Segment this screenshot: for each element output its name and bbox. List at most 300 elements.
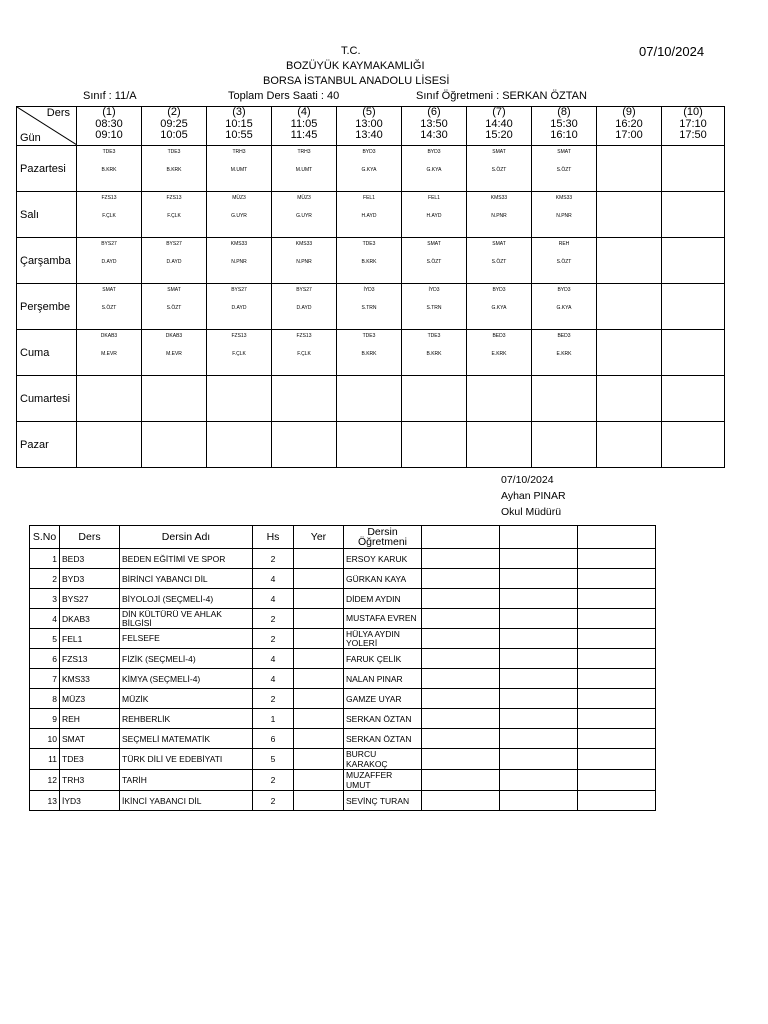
period-number: (6) (427, 106, 441, 118)
row-number: 8 (30, 689, 60, 709)
lesson-row (30, 609, 656, 629)
schedule-cell (532, 284, 597, 330)
row-hours: 5 (253, 749, 294, 770)
row-room (294, 649, 344, 669)
period-start: 13:00 (355, 117, 383, 130)
cell-lesson-code: DKAB3 (165, 333, 183, 339)
row-blank (578, 770, 656, 791)
schedule-cell (77, 330, 142, 376)
row-hours: 2 (253, 629, 294, 649)
cell-teacher-code: E.KRK (556, 351, 572, 357)
schedule-cell (402, 376, 467, 422)
row-lesson-code: BYS27 (60, 589, 120, 609)
row-room (294, 629, 344, 649)
cell-lesson-code: KMS33 (295, 241, 313, 247)
row-blank (578, 569, 656, 589)
lesson-row (30, 749, 656, 770)
col-header-no: S.No (30, 526, 60, 549)
period-end: 17:50 (679, 129, 707, 141)
schedule-cell (402, 330, 467, 376)
cell-lesson-code: TDE3 (167, 149, 181, 155)
schedule-cell (662, 422, 725, 468)
schedule-cell (467, 146, 532, 192)
lesson-row (30, 549, 656, 569)
cell-lesson-code: FEL1 (363, 195, 375, 201)
cell-lesson-code: FZS13 (166, 195, 182, 201)
period-start: 09:25 (160, 117, 188, 130)
row-blank (422, 589, 500, 609)
period-number: (7) (492, 106, 506, 118)
row-blank (422, 709, 500, 729)
row-blank (578, 669, 656, 689)
cell-lesson-code: FZS13 (296, 333, 312, 339)
row-teacher: HÜLYA AYDIN YOLERİ (344, 629, 422, 649)
schedule-day-row (17, 284, 725, 330)
row-hours: 6 (253, 729, 294, 749)
header-tc: T.C. (341, 45, 361, 57)
cell-lesson-code: SMAT (492, 241, 506, 247)
schedule-cell (662, 146, 725, 192)
schedule-corner (17, 107, 77, 146)
row-blank (500, 791, 578, 811)
row-teacher: SERKAN ÖZTAN (344, 709, 422, 729)
row-blank (422, 649, 500, 669)
row-lesson-code: BED3 (60, 549, 120, 569)
cell-teacher-code: B.KRK (361, 259, 377, 265)
cell-lesson-code: BED3 (492, 333, 506, 339)
cell-teacher-code: S.TRN (361, 305, 377, 311)
cell-teacher-code: B.KRK (166, 167, 182, 173)
period-end: 10:05 (160, 129, 188, 141)
row-teacher: GAMZE UYAR (344, 689, 422, 709)
schedule-cell (662, 192, 725, 238)
row-blank (578, 749, 656, 770)
cell-teacher-code: G.UYR (231, 213, 247, 219)
cell-teacher-code: B.KRK (101, 167, 117, 173)
row-teacher: DİDEM AYDIN (344, 589, 422, 609)
row-blank (500, 749, 578, 770)
period-end: 16:10 (550, 129, 578, 141)
col-header-hs: Hs (253, 526, 294, 549)
row-blank (500, 669, 578, 689)
row-teacher: SEVİNÇ TURAN (344, 791, 422, 811)
schedule-cell (402, 238, 467, 284)
header-school: BORSA İSTANBUL ANADOLU LİSESİ (263, 75, 450, 87)
schedule-cell (77, 192, 142, 238)
row-blank (422, 569, 500, 589)
row-blank (422, 629, 500, 649)
schedule-day-row (17, 422, 725, 468)
schedule-cell (662, 330, 725, 376)
lesson-row (30, 649, 656, 669)
lesson-row (30, 709, 656, 729)
row-lesson-name: FELSEFE (120, 629, 253, 649)
row-blank (422, 689, 500, 709)
row-hours: 4 (253, 649, 294, 669)
schedule-cell (207, 238, 272, 284)
day-name: Perşembe (17, 284, 77, 330)
row-blank (578, 549, 656, 569)
schedule-cell (272, 376, 337, 422)
row-number: 1 (30, 549, 60, 569)
period-number: (5) (362, 106, 376, 118)
period-number: (3) (232, 106, 246, 118)
schedule-cell (272, 330, 337, 376)
schedule-cell (337, 330, 402, 376)
cell-lesson-code: BYS27 (231, 287, 247, 293)
period-number: (8) (557, 106, 571, 118)
header-district: BOZÜYÜK KAYMAKAMLIĞI (286, 60, 425, 72)
row-room (294, 609, 344, 629)
row-lesson-code: REH (60, 709, 120, 729)
cell-teacher-code: S.ÖZT (556, 167, 572, 173)
lessons-header-row (30, 526, 656, 549)
row-hours: 4 (253, 569, 294, 589)
schedule-cell (467, 284, 532, 330)
schedule-cell (142, 238, 207, 284)
row-blank (578, 609, 656, 629)
row-lesson-name: MÜZİK (120, 689, 253, 709)
row-room (294, 549, 344, 569)
row-blank (500, 629, 578, 649)
row-hours: 2 (253, 609, 294, 629)
period-number: (10) (683, 106, 703, 118)
cell-teacher-code: S.TRN (426, 305, 442, 311)
row-lesson-code: KMS33 (60, 669, 120, 689)
row-blank (500, 569, 578, 589)
period-header (142, 107, 207, 146)
cell-lesson-code: BYS27 (296, 287, 312, 293)
cell-teacher-code: M.UMT (295, 167, 313, 173)
class-teacher-label: Sınıf Öğretmeni : SERKAN ÖZTAN (416, 90, 587, 102)
schedule-cell (597, 376, 662, 422)
schedule-cell (207, 422, 272, 468)
row-hours: 2 (253, 791, 294, 811)
period-number: (2) (167, 106, 181, 118)
day-name: Çarşamba (17, 238, 77, 284)
row-lesson-code: SMAT (60, 729, 120, 749)
period-number: (1) (102, 106, 116, 118)
schedule-cell (402, 284, 467, 330)
row-number: 2 (30, 569, 60, 589)
cell-lesson-code: KMS33 (490, 195, 508, 201)
row-blank (422, 669, 500, 689)
row-number: 3 (30, 589, 60, 609)
row-room (294, 791, 344, 811)
cell-lesson-code: KMS33 (555, 195, 573, 201)
cell-lesson-code: TDE3 (427, 333, 441, 339)
cell-teacher-code: D.AYD (296, 305, 312, 311)
cell-lesson-code: SMAT (427, 241, 441, 247)
row-number: 10 (30, 729, 60, 749)
cell-lesson-code: BYS27 (101, 241, 117, 247)
row-lesson-code: TDE3 (60, 749, 120, 770)
period-start: 10:15 (225, 117, 253, 130)
period-end: 13:40 (355, 129, 383, 141)
schedule-day-row (17, 330, 725, 376)
signature-name: Ayhan PINAR (501, 490, 566, 502)
period-end: 10:55 (225, 129, 253, 141)
lesson-row (30, 729, 656, 749)
period-number: (4) (297, 106, 311, 118)
row-room (294, 709, 344, 729)
schedule-cell (597, 330, 662, 376)
lesson-row (30, 569, 656, 589)
cell-lesson-code: TDE3 (362, 333, 376, 339)
cell-teacher-code: D.AYD (101, 259, 117, 265)
row-room (294, 589, 344, 609)
cell-lesson-code: İYD3 (428, 287, 440, 293)
row-teacher: GÜRKAN KAYA (344, 569, 422, 589)
row-lesson-name: BEDEN EĞİTİMİ VE SPOR (120, 549, 253, 569)
row-number: 13 (30, 791, 60, 811)
period-start: 08:30 (95, 117, 123, 130)
schedule-cell (532, 422, 597, 468)
cell-lesson-code: SMAT (557, 149, 571, 155)
row-lesson-code: MÜZ3 (60, 689, 120, 709)
corner-ders-label: Ders (46, 107, 70, 119)
row-blank (500, 609, 578, 629)
cell-lesson-code: BED3 (557, 333, 571, 339)
schedule-cell (467, 238, 532, 284)
period-header (207, 107, 272, 146)
row-blank (578, 791, 656, 811)
period-header (467, 107, 532, 146)
day-name: Pazartesi (17, 146, 77, 192)
row-lesson-code: İYD3 (60, 791, 120, 811)
cell-teacher-code: S.ÖZT (426, 259, 442, 265)
period-start: 16:20 (615, 117, 643, 130)
row-hours: 4 (253, 669, 294, 689)
cell-teacher-code: B.KRK (426, 351, 442, 357)
period-end: 09:10 (95, 129, 123, 141)
cell-lesson-code: BYD3 (362, 149, 376, 155)
cell-lesson-code: FZS13 (231, 333, 247, 339)
signature-date: 07/10/2024 (501, 474, 554, 486)
schedule-cell (207, 284, 272, 330)
row-blank (422, 549, 500, 569)
cell-teacher-code: M.EVR (166, 351, 182, 357)
period-header (77, 107, 142, 146)
row-hours: 1 (253, 709, 294, 729)
schedule-cell (142, 330, 207, 376)
cell-lesson-code: TRH3 (297, 149, 311, 155)
schedule-cell (77, 146, 142, 192)
period-start: 11:05 (290, 117, 318, 130)
lesson-row (30, 669, 656, 689)
cell-teacher-code: F.ÇLK (297, 351, 311, 357)
schedule-day-row (17, 146, 725, 192)
row-blank (500, 729, 578, 749)
cell-lesson-code: BYD3 (492, 287, 506, 293)
cell-lesson-code: KMS33 (230, 241, 248, 247)
period-end: 15:20 (485, 129, 513, 141)
schedule-cell (597, 238, 662, 284)
row-lesson-code: BYD3 (60, 569, 120, 589)
row-blank (500, 649, 578, 669)
schedule-cell (207, 192, 272, 238)
row-lesson-name: REHBERLİK (120, 709, 253, 729)
schedule-cell (337, 192, 402, 238)
row-blank (422, 609, 500, 629)
period-header (272, 107, 337, 146)
row-lesson-name: TARİH (120, 770, 253, 791)
cell-teacher-code: N.PNR (556, 213, 572, 219)
row-teacher: SERKAN ÖZTAN (344, 729, 422, 749)
schedule-cell (77, 238, 142, 284)
period-header (662, 107, 725, 146)
cell-teacher-code: F.ÇLK (167, 213, 181, 219)
row-blank (500, 770, 578, 791)
period-header (532, 107, 597, 146)
cell-teacher-code: B.KRK (361, 351, 377, 357)
col-header-blank (578, 526, 656, 549)
schedule-cell (272, 238, 337, 284)
schedule-cell (142, 422, 207, 468)
class-label: Sınıf : 11/A (83, 90, 137, 102)
row-number: 7 (30, 669, 60, 689)
day-name: Cumartesi (17, 376, 77, 422)
schedule-header-row (17, 107, 725, 146)
schedule-cell (532, 376, 597, 422)
row-blank (422, 770, 500, 791)
lesson-row (30, 589, 656, 609)
schedule-cell (337, 238, 402, 284)
schedule-cell (142, 146, 207, 192)
row-lesson-code: TRH3 (60, 770, 120, 791)
cell-lesson-code: MÜZ3 (232, 195, 246, 201)
row-number: 6 (30, 649, 60, 669)
row-lesson-code: FEL1 (60, 629, 120, 649)
row-blank (578, 689, 656, 709)
cell-teacher-code: F.ÇLK (232, 351, 246, 357)
cell-teacher-code: D.AYD (231, 305, 247, 311)
period-end: 14:30 (420, 129, 448, 141)
cell-teacher-code: E.KRK (491, 351, 507, 357)
col-header-ogretmen: Dersin Öğretmeni (344, 526, 422, 549)
period-end: 17:00 (615, 129, 643, 141)
row-room (294, 569, 344, 589)
schedule-cell (597, 192, 662, 238)
schedule-cell (77, 284, 142, 330)
row-blank (422, 749, 500, 770)
cell-lesson-code: SMAT (102, 287, 116, 293)
cell-lesson-code: BYD3 (557, 287, 571, 293)
schedule-cell (142, 192, 207, 238)
row-blank (578, 589, 656, 609)
schedule-day-row (17, 192, 725, 238)
row-lesson-name: KİMYA (SEÇMELİ-4) (120, 669, 253, 689)
schedule-cell (467, 330, 532, 376)
row-lesson-name: FİZİK (SEÇMELİ-4) (120, 649, 253, 669)
row-hours: 4 (253, 589, 294, 609)
schedule-cell (467, 422, 532, 468)
schedule-cell (142, 376, 207, 422)
cell-teacher-code: H.AYD (361, 213, 377, 219)
cell-teacher-code: S.ÖZT (556, 259, 572, 265)
cell-lesson-code: BYS27 (166, 241, 182, 247)
schedule-cell (532, 192, 597, 238)
row-room (294, 749, 344, 770)
row-teacher: ERSOY KARUK (344, 549, 422, 569)
schedule-cell (272, 192, 337, 238)
row-lesson-name: BİYOLOJİ (SEÇMELİ-4) (120, 589, 253, 609)
period-number: (9) (622, 106, 636, 118)
schedule-cell (337, 146, 402, 192)
col-header-blank (500, 526, 578, 549)
schedule-cell (207, 330, 272, 376)
cell-lesson-code: SMAT (492, 149, 506, 155)
period-start: 17:10 (679, 117, 707, 130)
row-number: 12 (30, 770, 60, 791)
row-lesson-name: İKİNCİ YABANCI DİL (120, 791, 253, 811)
period-header (337, 107, 402, 146)
schedule-cell (662, 238, 725, 284)
cell-teacher-code: N.PNR (296, 259, 312, 265)
schedule-cell (207, 376, 272, 422)
period-header (597, 107, 662, 146)
cell-lesson-code: DKAB3 (100, 333, 118, 339)
row-lesson-name: SEÇMELİ MATEMATİK (120, 729, 253, 749)
day-name: Pazar (17, 422, 77, 468)
cell-teacher-code: N.PNR (231, 259, 247, 265)
row-room (294, 729, 344, 749)
total-hours-label: Toplam Ders Saati : 40 (228, 90, 340, 102)
row-number: 9 (30, 709, 60, 729)
lesson-row (30, 791, 656, 811)
cell-teacher-code: M.UMT (230, 167, 248, 173)
cell-teacher-code: G.KYA (556, 305, 572, 311)
cell-teacher-code: D.AYD (166, 259, 182, 265)
row-lesson-name: TÜRK DİLİ VE EDEBİYATI (120, 749, 253, 770)
col-header-adi: Dersin Adı (120, 526, 253, 549)
col-header-ders: Ders (60, 526, 120, 549)
cell-lesson-code: TDE3 (362, 241, 376, 247)
row-number: 11 (30, 749, 60, 770)
row-lesson-name: DİN KÜLTÜRÜ VE AHLAK BİLGİSİ (120, 609, 253, 629)
schedule-cell (467, 376, 532, 422)
schedule-day-row (17, 376, 725, 422)
row-hours: 2 (253, 689, 294, 709)
row-teacher: MUZAFFER UMUT (344, 770, 422, 791)
schedule-cell (402, 422, 467, 468)
cell-lesson-code: FZS13 (101, 195, 117, 201)
schedule-cell (272, 422, 337, 468)
period-end: 11:45 (290, 129, 318, 141)
row-teacher: NALAN PINAR (344, 669, 422, 689)
schedule-cell (467, 192, 532, 238)
schedule-cell (77, 376, 142, 422)
schedule-cell (142, 284, 207, 330)
col-header-blank (422, 526, 500, 549)
schedule-cell (337, 284, 402, 330)
corner-gun-label: Gün (20, 131, 41, 144)
schedule-day-row (17, 238, 725, 284)
cell-teacher-code: S.ÖZT (491, 167, 507, 173)
schedule-cell (337, 422, 402, 468)
row-blank (500, 589, 578, 609)
schedule-cell (272, 284, 337, 330)
schedule-cell (597, 284, 662, 330)
row-lesson-name: BİRİNCİ YABANCI DİL (120, 569, 253, 589)
row-teacher: FARUK ÇELİK (344, 649, 422, 669)
row-teacher: MUSTAFA EVREN (344, 609, 422, 629)
cell-teacher-code: G.KYA (361, 167, 377, 173)
period-start: 15:30 (550, 117, 578, 130)
row-number: 5 (30, 629, 60, 649)
cell-teacher-code: F.ÇLK (102, 213, 116, 219)
row-blank (578, 709, 656, 729)
